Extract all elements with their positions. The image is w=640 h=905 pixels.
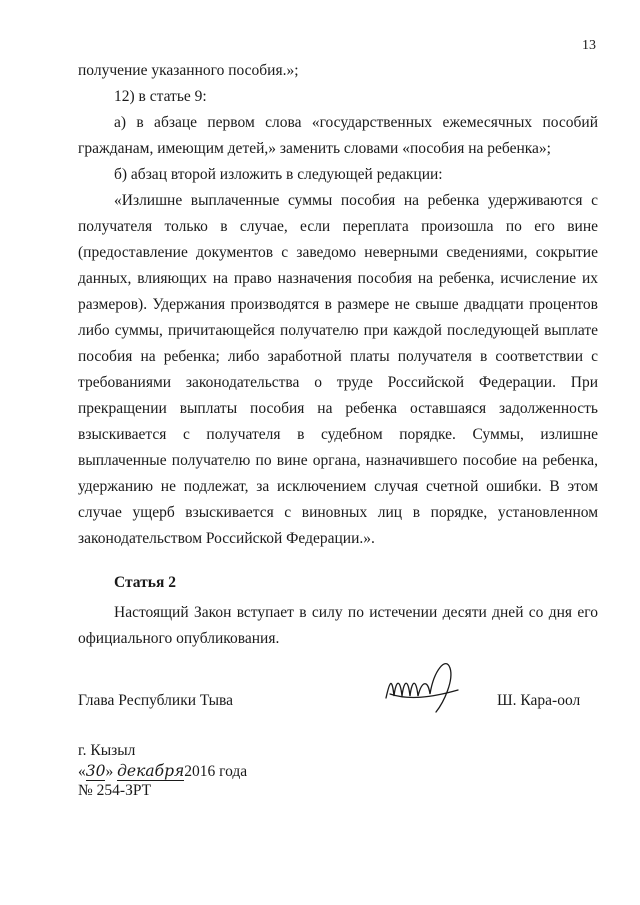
handwritten-signature [378,650,468,720]
page-number: 13 [582,38,596,53]
date-month: декабря [117,762,185,780]
quoted-paragraph: «Излишне выплаченные суммы пособия на ребенка удерживаются с получателя только в случае, если переплата произошла по его вине (предоставление документов с заведомо неверными сведениями, сокрытие данных, влияющих на право назначения пособия на ребенка, исчисление их размеров). Удержания производятся в размере не свыше двадцати процентов либо суммы, причитающейся получателю при каждой последующей выплате пособия на ребенка; либо заработной платы получателя в соответствии с требованиями законодательства о труде Российской Федерации. При прекращении выплаты пособия на ребенка оставшаяся задолженность взыскивается с получателя в судебном порядке. Суммы, излишне выплаченные получателю по вине органа, назначившего пособие на ребенка, удержанию не подлежат, за исключением случая счетной ошибки. В этом случае ущерб взыскивается с виновных лиц в порядке, установленном законодательством Российской Федерации.». [78,192,598,547]
body-text [78,58,598,552]
date-day: 30 [85,762,106,780]
paragraph-b: б) абзац второй изложить в следующей редакции: [114,166,443,183]
line-1: получение указанного пособия.»; [78,62,299,79]
line-2: 12) в статье 9: [114,88,207,105]
article-2-heading: Статья 2 [114,574,176,591]
signer-title: Глава Республики Тыва [78,692,234,709]
signing-date: «30» декабря2016 года [78,762,248,780]
article-2-text: Настоящий Закон вступает в силу по истечении десяти дней со дня его официального опубликования. [78,604,598,647]
law-number: № 254-ЗРТ [78,782,152,799]
signer-name: Ш. Кара-оол [497,692,581,709]
place: г. Кызыл [78,742,136,759]
paragraph-a: а) в абзаце первом слова «государственных ежемесячных пособий гражданам, имеющим детей,» заменить словами «пособия на ребенка»; [78,114,598,157]
